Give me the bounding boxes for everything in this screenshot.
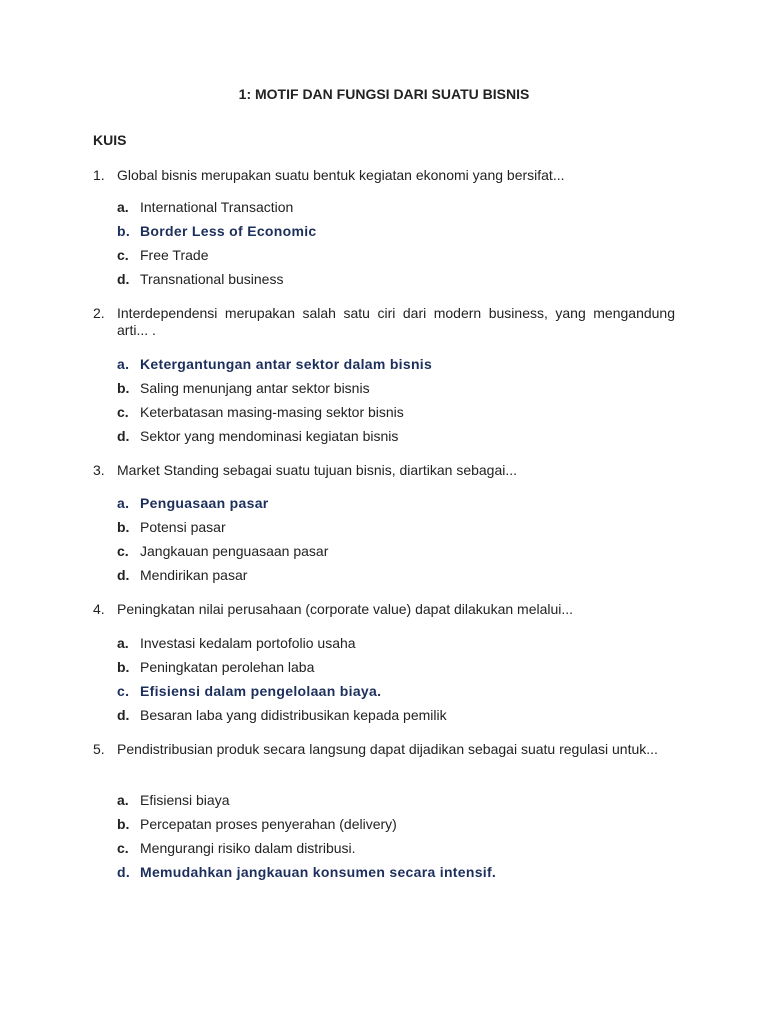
option-letter: b. xyxy=(117,519,130,535)
answer-option xyxy=(117,404,404,421)
option-letter: b. xyxy=(117,816,130,832)
option-letter: c. xyxy=(117,543,129,559)
option-text: Penguasaan pasar xyxy=(140,495,269,511)
option-text: Border Less of Economic xyxy=(140,223,317,239)
option-text: Memudahkan jangkauan konsumen secara intensif. xyxy=(140,864,497,880)
option-letter: d. xyxy=(117,428,130,444)
option-text: Keterbatasan masing-masing sektor bisnis xyxy=(140,404,404,420)
answer-option xyxy=(117,635,356,652)
option-letter: c. xyxy=(117,247,129,263)
option-text: Efisiensi biaya xyxy=(140,792,230,808)
answer-option xyxy=(117,271,283,288)
option-text: Ketergantungan antar sektor dalam bisnis xyxy=(140,356,433,372)
answer-option xyxy=(117,567,247,584)
answer-option xyxy=(117,659,314,676)
question-text: Global bisnis merupakan suatu bentuk kegiatan ekonomi yang bersifat... xyxy=(117,167,565,183)
option-letter: b. xyxy=(117,380,130,396)
option-letter: b. xyxy=(117,659,130,675)
option-letter: a. xyxy=(117,635,129,651)
answer-option xyxy=(117,840,356,857)
answer-option xyxy=(117,816,397,833)
option-text: Mengurangi risiko dalam distribusi. xyxy=(140,840,356,856)
answer-option xyxy=(117,247,208,264)
document-title: 1: MOTIF DAN FUNGSI DARI SUATU BISNIS xyxy=(238,86,530,102)
option-text: Peningkatan perolehan laba xyxy=(140,659,315,675)
option-text: Besaran laba yang didistribusikan kepada pemilik xyxy=(140,707,447,723)
question-number: 2. xyxy=(93,305,105,321)
question-text: Market Standing sebagai suatu tujuan bisnis, diartikan sebagai... xyxy=(117,462,518,478)
option-text: Mendirikan pasar xyxy=(140,567,248,583)
answer-option xyxy=(117,380,370,397)
option-text: Free Trade xyxy=(140,247,209,263)
question-number: 1. xyxy=(93,167,105,183)
question xyxy=(93,305,675,339)
option-text: Efisiensi dalam pengelolaan biaya. xyxy=(140,683,382,699)
option-text: Percepatan proses penyerahan (delivery) xyxy=(140,816,397,832)
option-letter: b. xyxy=(117,223,131,239)
question-text: Peningkatan nilai perusahaan (corporate value) dapat dilakukan melalui... xyxy=(117,601,574,617)
option-letter: a. xyxy=(117,495,130,511)
option-letter: a. xyxy=(117,356,130,372)
option-letter: a. xyxy=(117,792,129,808)
answer-option xyxy=(117,792,230,809)
question-number: 3. xyxy=(93,462,105,478)
answer-option-correct xyxy=(117,683,381,700)
option-letter: d. xyxy=(117,864,131,880)
section-heading: KUIS xyxy=(93,132,127,148)
option-letter: a. xyxy=(117,199,129,215)
option-text: Potensi pasar xyxy=(140,519,226,535)
option-text: Saling menunjang antar sektor bisnis xyxy=(140,380,370,396)
option-letter: d. xyxy=(117,567,130,583)
question xyxy=(93,462,675,479)
answer-option-correct xyxy=(117,495,269,512)
answer-option xyxy=(117,428,398,445)
option-text: Sektor yang mendominasi kegiatan bisnis xyxy=(140,428,399,444)
question-number: 5. xyxy=(93,741,105,757)
answer-option xyxy=(117,199,293,216)
option-letter: c. xyxy=(117,683,130,699)
question-number: 4. xyxy=(93,601,105,617)
answer-option xyxy=(117,519,226,536)
answer-option xyxy=(117,707,447,724)
option-text: International Transaction xyxy=(140,199,294,215)
option-letter: c. xyxy=(117,840,129,856)
option-text: Investasi kedalam portofolio usaha xyxy=(140,635,356,651)
option-text: Jangkauan penguasaan pasar xyxy=(140,543,329,559)
question xyxy=(93,167,675,184)
option-letter: d. xyxy=(117,707,130,723)
option-text: Transnational business xyxy=(140,271,284,287)
question xyxy=(93,741,675,758)
answer-option-correct xyxy=(117,223,317,240)
question-text: Interdependensi merupakan salah satu ciri dari modern business, yang mengandung arti... . xyxy=(117,305,675,338)
question-text: Pendistribusian produk secara langsung dapat dijadikan sebagai suatu regulasi untuk... xyxy=(117,741,658,757)
answer-option-correct xyxy=(117,864,496,881)
option-letter: d. xyxy=(117,271,130,287)
option-letter: c. xyxy=(117,404,129,420)
question xyxy=(93,601,675,618)
answer-option-correct xyxy=(117,356,432,373)
answer-option xyxy=(117,543,328,560)
